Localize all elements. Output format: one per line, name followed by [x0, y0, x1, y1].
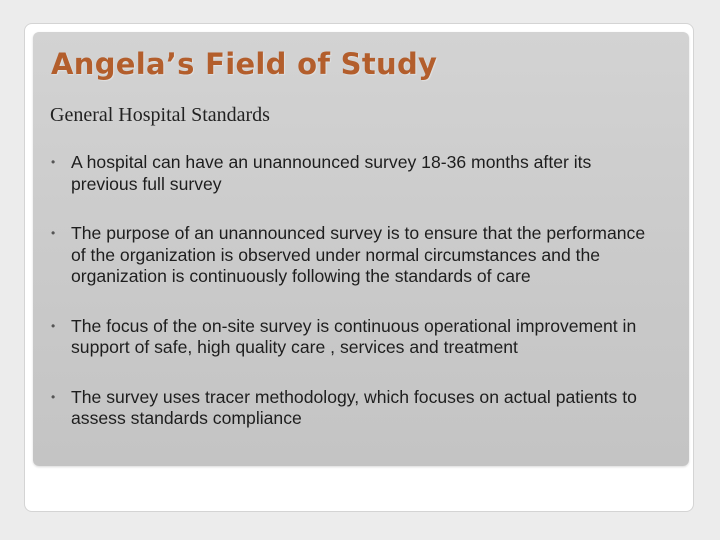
- bullet-icon: •: [51, 389, 56, 404]
- bullet-item: [51, 223, 651, 288]
- bullet-item: [51, 152, 651, 195]
- bullet-item: [51, 387, 651, 430]
- bullet-icon: •: [51, 155, 56, 169]
- bullet-text: The survey uses tracer methodology, which focuses on actual patients to assess standards compliance: [71, 386, 637, 428]
- bullet-text: A hospital can have an unannounced survey 18-36 months after its previous full survey: [71, 152, 592, 194]
- slide-subtitle: General Hospital Standards: [50, 104, 270, 126]
- bullet-icon: •: [51, 226, 56, 240]
- bullet-icon: •: [51, 318, 56, 333]
- bullet-text: The purpose of an unannounced survey is to ensure that the performance of the organization is observed under normal circumstances and the organization is continuously following the standards of care: [71, 223, 646, 286]
- bullet-list: [51, 152, 651, 430]
- bullet-item: [51, 316, 651, 359]
- bullet-text: The focus of the on-site survey is continuous operational improvement in support of safe, high quality care , services and treatment: [71, 315, 637, 357]
- slide-title: Angela’s Field of Study: [51, 47, 438, 81]
